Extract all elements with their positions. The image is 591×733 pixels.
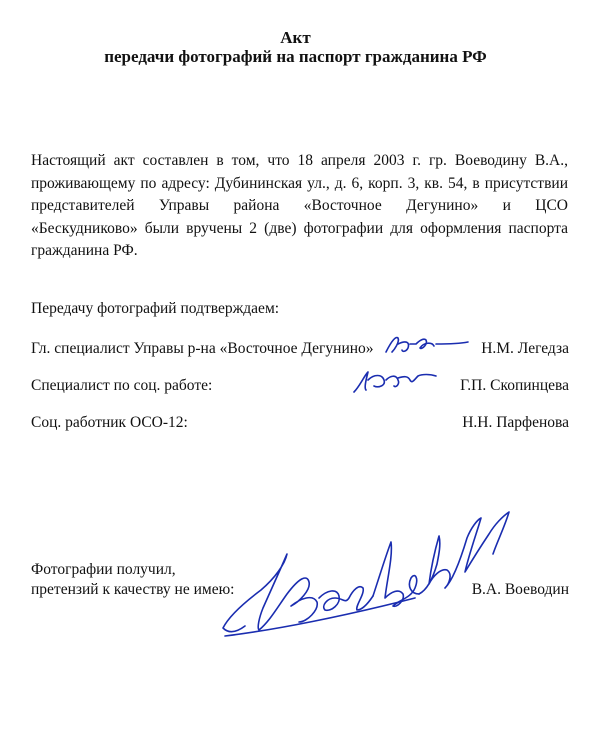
document-title: Акт [280, 28, 311, 47]
body-line-1: Настоящий акт составлен в том, что 18 апреля 2003 г. гр. Воеводину В.А., [31, 152, 568, 169]
signatory-3-name: Н.Н. Парфенова [462, 414, 569, 431]
receipt-name: В.А. Воеводин [471, 581, 569, 598]
body-line-4: «Бескудниково» были вручены 2 (две) фотографии для оформления паспорта [31, 219, 568, 237]
confirm-heading: Передачу фотографий подтверждаем: [31, 300, 280, 317]
signatory-1-name: Н.М. Легедза [481, 340, 569, 357]
receipt-line-2: претензий к качеству не имею: [31, 581, 235, 598]
document-subtitle: передачи фотографий на паспорт гражданина РФ [104, 47, 487, 66]
signature-receipt [215, 498, 515, 648]
body-line-5: гражданина РФ. [31, 242, 138, 259]
signatory-2-position: Специалист по соц. работе: [31, 377, 213, 394]
body-line-2: проживающему по адресу: Дубининская ул., д. 6, корп. 3, кв. 54, в присутствии [31, 174, 568, 192]
signatory-2-name: Г.П. Скопинцева [460, 377, 569, 394]
signatory-3-position: Соц. работник ОСО-12: [31, 414, 188, 431]
receipt-line-1: Фотографии получил, [31, 561, 176, 578]
body-line-3: представителей Управы района «Восточное Дегунино» и ЦСО [31, 197, 568, 214]
signature-2 [350, 366, 440, 398]
act-body-paragraph [31, 150, 568, 263]
signatory-1-position: Гл. специалист Управы р-на «Восточное Дегунино» [31, 340, 374, 357]
signature-1 [380, 330, 470, 360]
